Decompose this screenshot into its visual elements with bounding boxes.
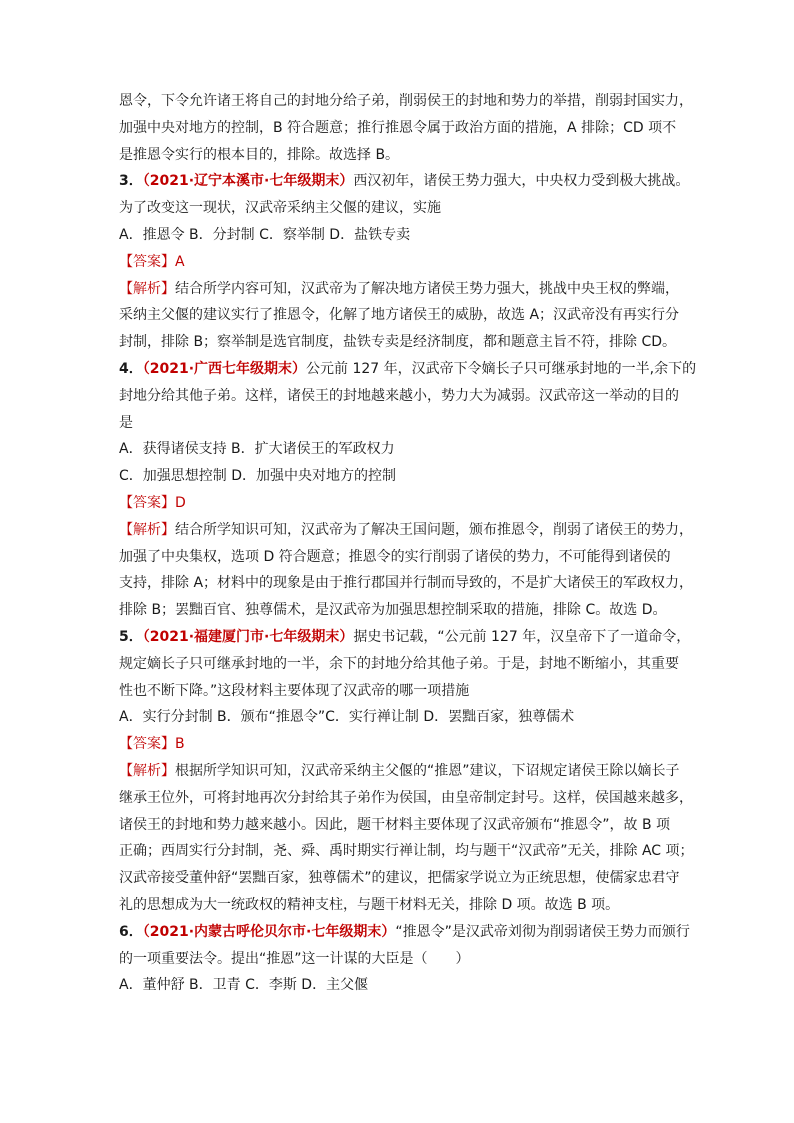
- q4-stem-2: 封地分给其他子弟。这样，诸侯王的封地越来越小，势力大为减弱。汉武帝这一举动的目的: [119, 387, 679, 404]
- q5-stem-1: 据史书记载，“公元前 127 年，汉皇帝下了一道命令，: [353, 628, 691, 645]
- q4-analysis-tag: 【解析】: [119, 521, 175, 538]
- q5-analysis-1: [119, 758, 687, 785]
- q6-number: 6．: [119, 923, 143, 940]
- q4-analysis-3: 支持，排除 A；材料中的现象是由于推行郡国并行制而导致的，不是扩大诸侯王的军政权力，: [119, 575, 694, 592]
- q6-source: （2021·内蒙古呼伦贝尔市·七年级期末）: [142, 923, 396, 940]
- q3-analysis-2: 采纳主父偃的建议实行了推恩令，化解了地方诸侯王的威胁，故选 A；汉武帝没有再实行分: [119, 307, 680, 324]
- q4-stem: [119, 356, 697, 383]
- q3-answer-value: A: [175, 253, 185, 270]
- q4-stem-1: 公元前 127 年，汉武帝下令嫡长子只可继承封地的一半,余下的: [306, 360, 697, 377]
- q5-source: （2021·福建厦门市·七年级期末）: [142, 628, 354, 645]
- q5-answer-tag: 【答案】: [119, 736, 175, 753]
- q5-analysis-5: 汉武帝接受董仲舒“罢黜百家，独尊儒术”的建议，把儒家学说立为正统思想，使儒家忠君守: [119, 870, 680, 887]
- q4-options-2: C．加强思想控制 D．加强中央对地方的控制: [119, 468, 397, 485]
- q2-analysis-line-2: 加强中央对地方的控制，B 符合题意；推行推恩令属于政治方面的措施，A 排除；CD 项不: [119, 119, 677, 136]
- q5-analysis-4: 正确；西周实行分封制，尧、舜、禹时期实行禅让制，均与题干“汉武帝”无关，排除 AC 项；: [119, 843, 694, 860]
- q3-stem-2: 为了改变这一现状，汉武帝采纳主父偃的建议，实施: [119, 200, 441, 217]
- q3-answer: [119, 249, 687, 276]
- q4-analysis-4: 排除 B；罢黜百官、独尊儒术，是汉武帝为加强思想控制采取的措施，排除 C。故选 D。: [119, 602, 667, 619]
- q4-answer: [119, 490, 687, 517]
- q5-analysis-6: 礼的思想成为大一统政权的精神支柱，与题干材料无关，排除 D 项。故选 B 项。: [119, 896, 620, 913]
- q3-options: A．推恩令 B．分封制 C．察举制 D．盐铁专卖: [119, 226, 411, 243]
- q6-stem-1: “推恩令”是汉武帝刘彻为削弱诸侯王势力而颁行: [395, 923, 690, 940]
- q4-answer-tag: 【答案】: [119, 494, 175, 511]
- q5-analysis-tag: 【解析】: [119, 762, 175, 779]
- q3-stem-1: 西汉初年，诸侯王势力强大，中央权力受到极大挑战。: [353, 173, 690, 190]
- q3-number: 3．: [119, 173, 143, 190]
- q6-options: A．董仲舒 B．卫青 C．李斯 D．主父偃: [119, 977, 369, 994]
- q5-number: 5．: [119, 628, 143, 645]
- q3-analysis-3: 封制，排除 B；察举制是选官制度，盐铁专卖是经济制度，都和题意主旨不符，排除 CD。: [119, 334, 677, 351]
- q4-source: （2021·广西七年级期末）: [142, 360, 307, 377]
- q5-stem-2: 规定嫡长子只可继承封地的一半，余下的封地分给其他子弟。于是，封地不断缩小，其重要: [119, 655, 679, 672]
- q4-analysis-1: [119, 517, 693, 544]
- q5-analysis-3: 诸侯王的封地和势力越来越小。因此，题干材料主要体现了汉武帝颁布“推恩令”，故 B 项: [119, 816, 671, 833]
- q2-analysis-line-3: 是推恩令实行的根本目的，排除。故选择 B。: [119, 146, 400, 163]
- q4-answer-value: D: [175, 494, 186, 511]
- q6-stem: [119, 919, 690, 946]
- q4-number: 4．: [119, 360, 143, 377]
- q3-answer-tag: 【答案】: [119, 253, 175, 270]
- document-page: [119, 88, 697, 999]
- q4-stem-3: 是: [119, 414, 133, 431]
- q5-stem: [119, 624, 691, 651]
- q3-analysis-text-1: 结合所学内容可知，汉武帝为了解决地方诸侯王势力强大，挑战中央王权的弊端，: [175, 280, 679, 297]
- q4-analysis-text-1: 结合所学知识可知，汉武帝为了解决王国问题，颁布推恩令，削弱了诸侯王的势力，: [175, 521, 693, 538]
- q2-analysis-line-1: 恩令，下令允许诸王将自己的封地分给子弟，削弱侯王的封地和势力的举措，削弱封国实力，: [119, 93, 693, 109]
- q4-options-1: A．获得诸侯支持 B．扩大诸侯王的军政权力: [119, 441, 395, 458]
- q3-source: （2021·辽宁本溪市·七年级期末）: [142, 173, 354, 190]
- q5-analysis-text-1: 根据所学知识可知，汉武帝采纳主父偃的“推恩”建议，下诏规定诸侯王除以嫡长子: [175, 762, 680, 779]
- q5-options: A．实行分封制 B．颁布“推恩令”C．实行禅让制 D．罢黜百家，独尊儒术: [119, 709, 575, 726]
- q5-answer: [119, 731, 687, 758]
- q5-stem-3: 性也不断下降。”这段材料主要体现了汉武帝的哪一项措施: [119, 682, 470, 699]
- q4-analysis-2: 加强了中央集权，选项 D 符合题意；推恩令的实行削弱了诸侯的势力，不可能得到诸侯的: [119, 548, 671, 565]
- q5-answer-value: B: [175, 736, 185, 753]
- q3-analysis-1: [119, 276, 687, 303]
- q5-analysis-2: 继承王位外，可将封地再次分封给其子弟作为侯国，由皇帝制定封号。这样，侯国越来越多，: [119, 789, 693, 806]
- q3-stem: [119, 168, 690, 195]
- q6-stem-2: 的一项重要法令。提出“推恩”这一计谋的大臣是（ ）: [119, 950, 470, 967]
- q3-analysis-tag: 【解析】: [119, 280, 175, 297]
